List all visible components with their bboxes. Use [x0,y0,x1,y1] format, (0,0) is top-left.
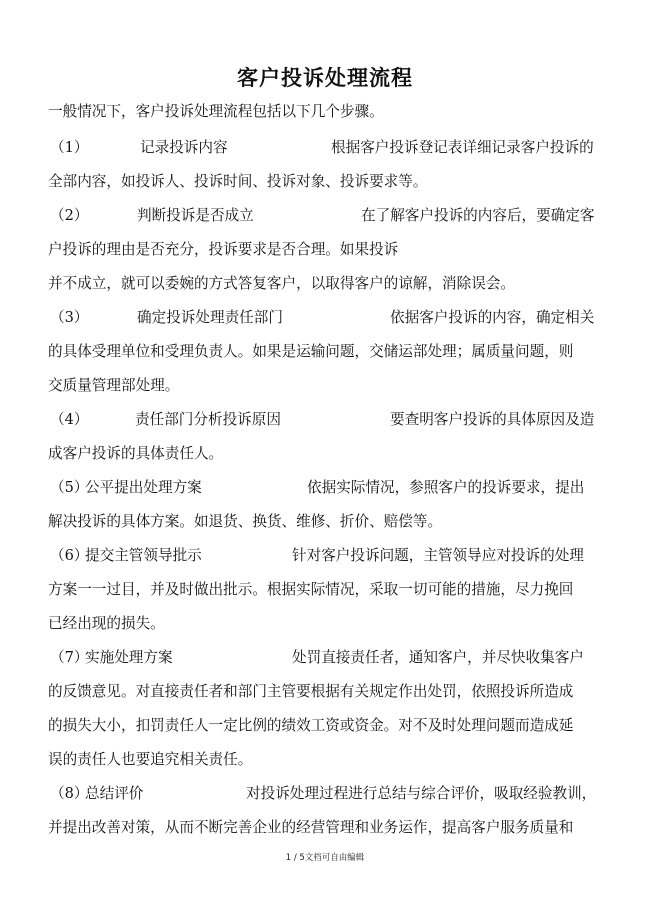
step-lead: 针对客户投诉问题，主管领导应对投诉的处理 [292,547,584,564]
step-text-line: 解决投诉的具体方案。如退货、换货、维修、折价、赔偿等。 [48,513,443,530]
step-number: （4） [50,411,89,428]
step-number: （5） [50,479,89,496]
step-lead: 要查明客户投诉的具体原因及造 [390,411,595,428]
step-text-line: 全部内容，如投诉人、投诉时间、投诉对象、投诉要求等。 [48,173,428,190]
step-text-line: 的反馈意见。对直接责任者和部门主管要根据有关规定作出处罚，依照投诉所造成 [48,683,574,700]
step-lead: 对投诉处理过程进行总结与综合评价，吸取经验教训， [246,785,597,802]
step-number: （6） [50,547,89,564]
step-heading: 记录投诉内容 [140,139,228,156]
step-text-line: 误的责任人也要追究相关责任。 [48,751,253,768]
step-text-line: 并提出改善对策，从而不断完善企业的经营管理和业务运作，提高客户服务质量和 [48,819,574,836]
step-heading: 实施处理方案 [85,649,173,666]
step-text-line: 已经出现的损失。 [48,615,165,632]
step-lead: 依据实际情况，参照客户的投诉要求，提出 [307,479,585,496]
step-text-line: 交质量管理部处理。 [48,377,180,394]
step-text-line: 方案一一过目，并及时做出批示。根据实际情况，采取一切可能的措施，尽力挽回 [48,581,574,598]
step-lead: 处罚直接责任者，通知客户，并尽快收集客户 [292,649,584,666]
page-footer: 1 / 5文档可自由编辑 [285,853,365,863]
step-heading: 责任部门分析投诉原因 [135,411,281,428]
step-heading: 总结评价 [85,785,144,802]
step-heading: 公平提出处理方案 [85,479,202,496]
step-text-line: 并不成立，就可以委婉的方式答复客户，以取得客户的谅解，消除误会。 [48,275,516,292]
step-number: （3） [50,309,89,326]
step-text-line: 的损失大小，扣罚责任人一定比例的绩效工资或资金。对不及时处理问题而造成延 [48,717,574,734]
step-heading: 确定投诉处理责任部门 [137,309,283,326]
step-number: （1） [50,139,89,156]
step-lead: 在了解客户投诉的内容后，要确定客 [361,207,595,224]
intro-paragraph: 一般情况下，客户投诉处理流程包括以下几个步骤。 [48,103,384,120]
step-heading: 判断投诉是否成立 [137,207,254,224]
step-number: （8） [50,785,89,802]
step-number: （7） [50,649,89,666]
step-text-line: 成客户投诉的具体责任人。 [48,445,224,462]
step-lead: 根据客户投诉登记表详细记录客户投诉的 [331,139,594,156]
step-text-line: 的具体受理单位和受理负责人。如果是运输问题，交储运部处理；属质量问题，则 [48,343,574,360]
step-lead: 依据客户投诉的内容，确定相关 [390,309,595,326]
step-text-line: 户投诉的理由是否充分，投诉要求是否合理。如果投诉 [48,241,399,258]
step-number: （2） [50,207,89,224]
step-heading: 提交主管领导批示 [85,547,202,564]
page-title: 客户投诉处理流程 [237,65,413,90]
